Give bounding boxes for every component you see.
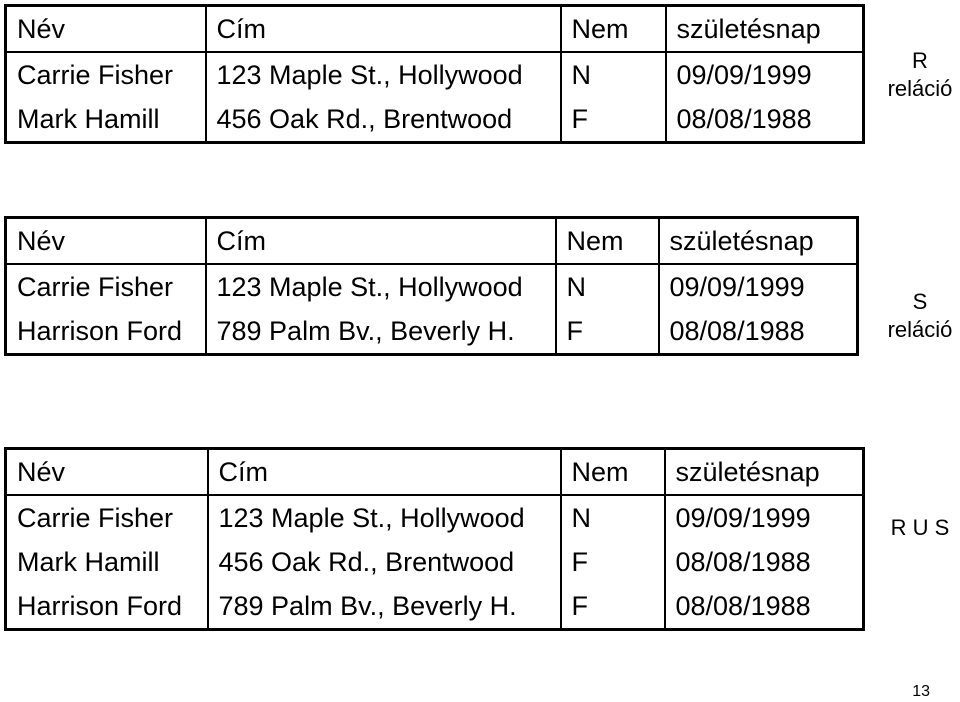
relation-r-label-name: R [912,48,928,73]
column-header-name: Név [6,6,206,53]
table-header-row [6,6,864,53]
column-header-address: Cím [206,6,561,53]
column-header-address: Cím [206,218,556,265]
relation-r-label [876,47,960,103]
cell-gender: F [561,97,666,143]
cell-address: 456 Oak Rd., Brentwood [206,97,561,143]
table-header-row [6,449,864,496]
cell-gender: N [561,52,666,97]
column-header-gender: Nem [561,449,665,496]
page-number: 13 [912,683,930,700]
cell-name: Harrison Ford [17,316,183,346]
table-row [6,540,864,584]
cell-gender: F [561,540,665,584]
table-header-row [6,218,858,265]
union-label [876,514,960,542]
relation-s-label-word: reláció [887,317,953,342]
relation-r-label-word: reláció [887,76,953,101]
table-row [6,495,864,540]
table-row [6,309,858,355]
relation-s-label [876,288,960,344]
cell-address: 456 Oak Rd., Brentwood [208,540,561,584]
column-header-gender: Nem [561,6,666,53]
cell-address: 789 Palm Bv., Beverly H. [206,309,556,355]
cell-name: Harrison Ford [17,591,183,621]
cell-birthday: 08/08/1988 [659,309,858,355]
union-table [4,447,865,631]
relation-s-table [4,216,859,356]
cell-address: 123 Maple St., Hollywood [206,52,561,97]
column-header-birthday: születésnap [666,6,864,53]
cell-gender: N [556,264,659,309]
cell-birthday: 08/08/1988 [666,97,864,143]
cell-address: 789 Palm Bv., Beverly H. [208,584,561,630]
table-row [6,97,864,143]
table-row [6,264,858,309]
cell-name: Mark Hamill [17,547,160,577]
column-header-address: Cím [208,449,561,496]
table-row [6,52,864,97]
column-header-birthday: születésnap [665,449,864,496]
cell-name: Carrie Fisher [17,60,174,90]
cell-name: Carrie Fisher [17,503,174,533]
cell-birthday: 08/08/1988 [665,540,864,584]
cell-gender: F [556,309,659,355]
table-row [6,584,864,630]
cell-name: Mark Hamill [17,104,160,134]
relation-s-label-name: S [912,289,928,314]
cell-birthday: 08/08/1988 [665,584,864,630]
cell-address: 123 Maple St., Hollywood [206,264,556,309]
column-header-gender: Nem [556,218,659,265]
cell-gender: F [561,584,665,630]
cell-address: 123 Maple St., Hollywood [208,495,561,540]
column-header-name: Név [6,449,208,496]
column-header-birthday: születésnap [659,218,858,265]
union-label-text: R U S [890,515,950,540]
cell-birthday: 09/09/1999 [666,52,864,97]
cell-birthday: 09/09/1999 [659,264,858,309]
relation-r-table [4,4,865,144]
column-header-name: Név [6,218,206,265]
cell-gender: N [561,495,665,540]
cell-birthday: 09/09/1999 [665,495,864,540]
cell-name: Carrie Fisher [17,272,174,302]
